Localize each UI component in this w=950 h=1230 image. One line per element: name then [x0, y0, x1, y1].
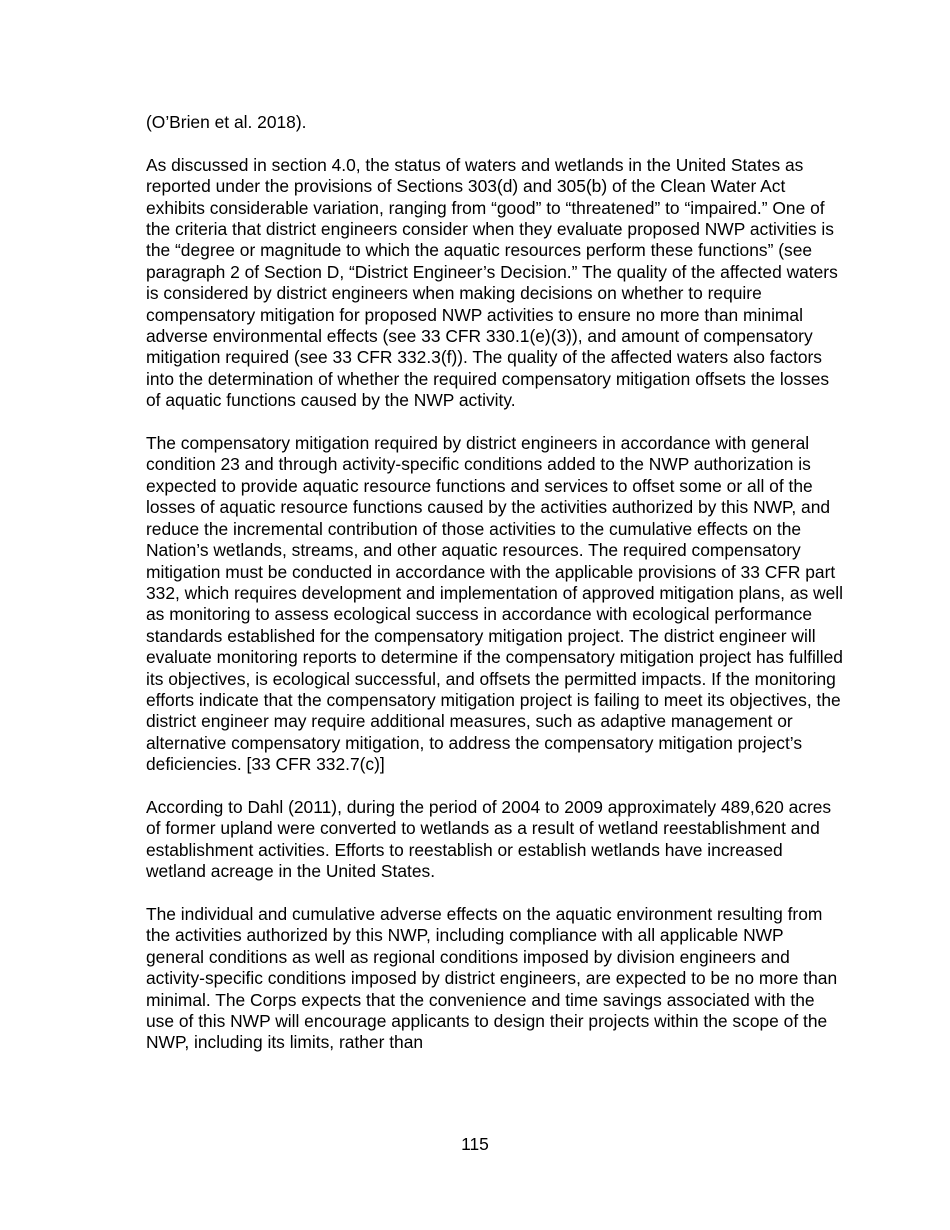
page-number: 115: [461, 1134, 489, 1154]
paragraph-compensatory-mitigation: The compensatory mitigation required by district engineers in accordance with general condition 23 and through activity-specific conditions added to the NWP authorization is expected to provide aquatic resource functions and services to offset some or all of the losses of aquatic resource functions caused by the activities authorized by this NWP, and reduce the incremental contribution of those activities to the cumulative effects on the Nation’s wetlands, streams, and other aquatic resources. The required compensatory mitigation must be conducted in accordance with the applicable provisions of 33 CFR part 332, which requires development and implementation of approved mitigation plans, as well as monitoring to assess ecological success in accordance with ecological performance standards established for the compensatory mitigation project. The district engineer will evaluate monitoring reports to determine if the compensatory mitigation project has fulfilled its objectives, is ecological successful, and offsets the permitted impacts. If the monitoring efforts indicate that the compensatory mitigation project is failing to meet its objectives, the district engineer may require additional measures, such as adaptive management or alternative compensatory mitigation, to address the compensatory mitigation project’s deficiencies. [33 CFR 332.7(c)]: [146, 433, 843, 775]
paragraph-wetland-acreage: According to Dahl (2011), during the period of 2004 to 2009 approximately 489,620 acres of former upland were converted to wetlands as a result of wetland reestablishment and establishment activities. Efforts to reestablish or establish wetlands have increased wetland acreage in the United States.: [146, 796, 832, 882]
document-body: [146, 112, 846, 1075]
paragraph-cumulative-effects: The individual and cumulative adverse effects on the aquatic environment resulting from the activities authorized by this NWP, including compliance with all applicable NWP general conditions as well as regional conditions imposed by division engineers and activity-specific conditions imposed by district engineers, are expected to be no more than minimal. The Corps expects that the convenience and time savings associated with the use of this NWP will encourage applicants to design their projects within the scope of the NWP, including its limits, rather than: [146, 903, 838, 1053]
paragraph-citation-fragment: (O’Brien et al. 2018).: [146, 112, 307, 132]
paragraph-water-quality-status: As discussed in section 4.0, the status of waters and wetlands in the United States as reported under the provisions of Sections 303(d) and 305(b) of the Clean Water Act exhibits considerable variation, ranging from “good” to “threatened” to “impaired.” One of the criteria that district engineers consider when they evaluate proposed NWP activities is the “degree or magnitude to which the aquatic resources perform these functions” (see paragraph 2 of Section D, “District Engineer’s Decision.” The quality of the affected waters is considered by district engineers when making decisions on whether to require compensatory mitigation for proposed NWP activities to ensure no more than minimal adverse environmental effects (see 33 CFR 330.1(e)(3)), and amount of compensatory mitigation required (see 33 CFR 332.3(f)). The quality of the affected waters also factors into the determination of whether the required compensatory mitigation offsets the losses of aquatic functions caused by the NWP activity.: [146, 154, 838, 411]
